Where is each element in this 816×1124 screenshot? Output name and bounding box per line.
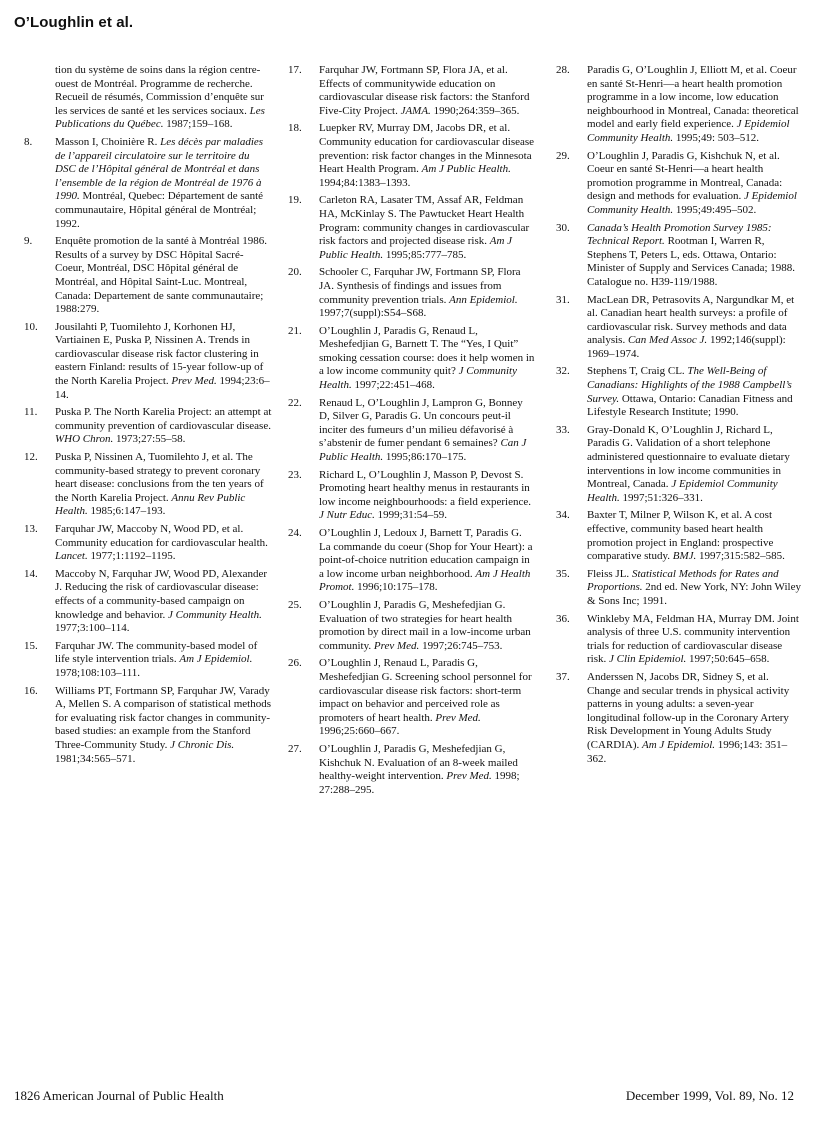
reference-item	[24, 136, 272, 231]
reference-number: 35.	[556, 567, 570, 580]
reference-source-title: Prev Med.	[373, 639, 420, 652]
reference-item	[288, 743, 536, 797]
reference-text: 1996;25:660–667.	[319, 725, 400, 738]
running-head: O’Loughlin et al.	[14, 14, 134, 31]
reference-text: Luepker RV, Murray DM, Jacobs DR, et al. Community education for cardiovascular disease prevention: risk factor changes in the Minnesota Heart Health Program.	[319, 122, 535, 176]
reference-source-title: Can Med Assoc J.	[627, 334, 708, 347]
reference-number: 10.	[24, 320, 38, 333]
reference-source-title: Am J Public Health.	[319, 235, 513, 261]
reference-item	[288, 657, 536, 739]
reference-text: O’Loughlin J, Paradis G, Kishchuk N, et al. Coeur en santé St-Henri—a heart health promotion programme in Montreal, Canada: design and methods for evaluation.	[587, 149, 783, 203]
reference-number: 16.	[24, 684, 38, 697]
reference-number: 20.	[288, 266, 302, 279]
reference-text: O’Loughlin J, Paradis G, Meshefedjian G. Evaluation of two strategies for heart health promotion by direct mail in a low-income urban community.	[319, 598, 531, 652]
reference-item	[556, 365, 804, 419]
reference-item	[24, 235, 272, 317]
reference-text: Carleton RA, Lasater TM, Assaf AR, Feldman HA, McKinlay S. The Pawtucket Heart Health Program: community changes in cardiovascular risk factors and projected disease risk.	[319, 194, 530, 248]
reference-item	[288, 325, 536, 393]
reference-text: Fleiss JL.	[587, 567, 632, 580]
journal-name: American Journal of Public Health	[42, 1088, 224, 1103]
reference-text: 1981;34:565–571.	[55, 752, 136, 765]
reference-text: 1997;50:645–658.	[686, 653, 770, 666]
reference-source-title: The Well-Being of Canadians: Highlights of the 1988 Campbell’s Survey.	[587, 365, 792, 405]
reference-text: 1998; 27:288–295.	[319, 770, 520, 796]
reference-number: 26.	[288, 657, 302, 670]
reference-text: Paradis G, O’Loughlin J, Elliott M, et al. Coeur en santé St-Henri—a heart health promotion programme in a low income, low education neighbourhood in Montreal, Canada: theoretical model and early field experience.	[587, 64, 799, 131]
reference-item	[288, 527, 536, 595]
reference-text: Jousilahti P, Tuomilehto J, Korhonen HJ, Vartiainen E, Puska P, Nissinen A. Trends in cardiovascular disease risk factor clustering in eastern Finland: results of 15-year follow-up of the North Karelia Project.	[55, 320, 264, 388]
reference-text: 1977;3:100–114.	[55, 622, 130, 635]
reference-item	[288, 397, 536, 465]
reference-number: 37.	[556, 670, 570, 683]
reference-item	[556, 64, 804, 146]
reference-text: Puska P. The North Karelia Project: an attempt at community prevention of cardiovascular disease.	[55, 406, 272, 432]
reference-number: 15.	[24, 639, 38, 652]
reference-number: 14.	[24, 567, 38, 580]
reference-item	[24, 451, 272, 519]
reference-source-title: Am J Public Health.	[421, 163, 511, 176]
reference-number: 18.	[288, 122, 302, 135]
reference-text: 1996;10:175–178.	[354, 581, 438, 594]
reference-text: 1997;22:451–468.	[351, 379, 435, 392]
reference-text: 1985;6:147–193.	[87, 505, 166, 518]
reference-number: 24.	[288, 527, 302, 539]
reference-text: Richard L, O’Loughlin J, Masson P, Devost S. Promoting heart healthy menus in restaurants in low income neighbourhoods: a field experience.	[319, 468, 531, 508]
reference-source-title: J Epidemiol Community Health.	[587, 478, 778, 504]
reference-text: 1997;51:326–331.	[619, 491, 703, 504]
reference-text: Farquhar JW. The community-based model of life style intervention trials.	[55, 639, 258, 666]
reference-item	[24, 64, 272, 132]
reference-source-title: Am J Epidemiol.	[179, 653, 253, 666]
reference-text: 1997;7(suppl):S54–S68.	[319, 307, 427, 320]
reference-text: 1995;86:170–175.	[383, 451, 467, 464]
reference-source-title: J Community Health.	[168, 608, 262, 621]
reference-source-title: J Community Health.	[319, 365, 517, 392]
reference-source-title: Am J Epidemiol.	[642, 738, 716, 751]
reference-source-title: Les décès par maladies de l’appareil circulatoire sur le territoire du DSC de l’Hôpital général de Montréal et dans l’ensemble de la région de Montréal de 1976 à 1990.	[55, 135, 264, 203]
reference-number: 22.	[288, 396, 302, 409]
reference-text: Schooler C, Farquhar JW, Fortmann SP, Flora JA. Synthesis of findings and issues from community prevention trials.	[319, 266, 521, 306]
reference-text: 2nd ed. New York, NY: John Wiley & Sons Inc; 1991.	[587, 581, 801, 607]
reference-text: 1997;26:745–753.	[419, 639, 503, 652]
reference-text: Gray-Donald K, O’Loughlin J, Richard L, Paradis G. Validation of a short telephone administered questionnaire to evaluate dietary interventions in low income communities in Montreal, Canada.	[587, 423, 790, 491]
page-number: 1826	[14, 1088, 40, 1103]
reference-source-title: Ann Epidemiol.	[449, 293, 518, 306]
reference-text: Farquhar JW, Fortmann SP, Flora JA, et al. Effects of communitywide education on cardiovascular disease risk factors: the Stanford Five-City Project.	[319, 64, 530, 117]
reference-text: Williams PT, Fortmann SP, Farquhar JW, Varady A, Mellen S. A comparison of statistical methods for evaluating risk factor changes in community-based studies: an example from the Stanford Three-Community Study.	[55, 684, 272, 751]
reference-number: 32.	[556, 365, 570, 378]
reference-number: 28.	[556, 64, 570, 76]
reference-number: 25.	[288, 598, 302, 611]
reference-text: Maccoby N, Farquhar JW, Wood PD, Alexander J. Reducing the risk of cardiovascular disease: effects of a community-based campaign on knowledge and behavior.	[55, 567, 268, 621]
reference-number: 33.	[556, 423, 570, 436]
reference-source-title: Statistical Methods for Rates and Proportions.	[587, 567, 779, 594]
reference-text: 1994;84:1383–1393.	[319, 176, 411, 189]
reference-source-title: J Nutr Educ.	[319, 509, 375, 522]
reference-number: 11.	[24, 406, 38, 419]
reference-item	[24, 406, 272, 447]
footer-journal	[14, 1088, 224, 1104]
reference-text: Puska P, Nissinen A, Tuomilehto J, et al. The community-based strategy to prevent coronary heart disease: conclusions from the ten years of the North Karelia Project.	[55, 451, 264, 504]
reference-item	[556, 294, 804, 362]
reference-number: 30.	[556, 221, 570, 234]
reference-source-title: WHO Chron.	[55, 433, 114, 446]
reference-number: 29.	[556, 149, 570, 162]
reference-number: 8.	[24, 135, 33, 148]
reference-text: Baxter T, Milner P, Wilson K, et al. A cost effective, community based heart health promotion project in England: prospective comparative study.	[587, 509, 774, 563]
reference-number: 36.	[556, 612, 570, 625]
reference-text: Renaud L, O’Loughlin J, Lampron G, Bonney D, Silver G, Paradis G. Un concours peut-il inciter des fumeurs d’un milieu défavorisé à s’abstenir de fumer pendant 6 semaines?	[319, 396, 523, 450]
reference-number: 19.	[288, 194, 302, 207]
reference-text: MacLean DR, Petrasovits A, Nargundkar M, et al. Canadian heart health surveys: a profile of cardiovascular risk. Survey methods and data analysis.	[587, 293, 795, 347]
reference-source-title: Les Publications du Québec.	[55, 104, 265, 131]
reference-number: 31.	[556, 293, 570, 306]
reference-item	[288, 266, 536, 320]
reference-text: Ottawa, Ontario: Canadian Fitness and Lifestyle Research Institute; 1990.	[587, 392, 793, 419]
reference-source-title: Prev Med.	[435, 711, 481, 724]
reference-text: 1999;31:54–59.	[374, 509, 448, 522]
reference-text: 1973;27:55–58.	[113, 433, 186, 446]
reference-source-title: J Clin Epidemiol.	[609, 653, 687, 666]
reference-item	[556, 568, 804, 609]
reference-text: tion du système de soins dans la région centre-ouest de Montréal. Programme de recherche. Recueil de résumés, Commission d’enquête sur les services de santé et les services sociaux.	[55, 64, 264, 117]
reference-item	[556, 222, 804, 290]
reference-item	[24, 568, 272, 636]
reference-item	[288, 122, 536, 190]
reference-text: 1996;143: 351–362.	[587, 738, 788, 765]
reference-item	[24, 523, 272, 564]
reference-text: 1978;108:103–111.	[55, 666, 141, 679]
reference-source-title: BMJ.	[672, 550, 697, 563]
reference-source-title: Can J Public Health.	[319, 437, 527, 464]
reference-text: Anderssen N, Jacobs DR, Sidney S, et al. Change and secular trends in physical activity patterns in young adults: a seven-year longitudinal follow-up in the Coronary Artery Risk Development in Young Adults Study (CARDIA).	[587, 670, 790, 751]
reference-number: 9.	[24, 235, 33, 248]
reference-source-title: Lancet.	[55, 550, 88, 563]
reference-source-title: Annu Rev Public Health.	[55, 491, 246, 518]
reference-item	[288, 599, 536, 653]
reference-text: Winkleby MA, Feldman HA, Murray DM. Joint analysis of three U.S. community intervention trials for reduction of cardiovascular disease risk.	[587, 612, 799, 666]
reference-item	[288, 64, 536, 118]
reference-text: 1977;1:1192–1195.	[87, 550, 176, 563]
reference-source-title: J Epidemiol Community Health.	[587, 190, 797, 216]
reference-number: 17.	[288, 64, 302, 76]
reference-text: 1997;315:582–585.	[696, 550, 785, 563]
reference-text: 1994;23:6–14.	[55, 375, 270, 401]
reference-source-title: Canada’s Health Promotion Survey 1985: Technical Report.	[587, 221, 772, 248]
reference-item	[556, 150, 804, 218]
reference-text: Enquête promotion de la santé à Montréal 1986. Results of a survey by DSC Hôpital Sacré-Coeur, Montréal, DSC Hôpital général de Montréal, and Hôpital Saint-Luc. Montreal, Canada: Departement de sante communautaire; 1988:279.	[55, 235, 267, 316]
reference-item	[556, 509, 804, 563]
reference-source-title: Prev Med.	[171, 375, 217, 388]
reference-number: 12.	[24, 451, 38, 464]
reference-number: 34.	[556, 509, 570, 522]
reference-text: Masson I, Choinière R.	[55, 135, 161, 148]
reference-text: 1990;264:359–365.	[430, 104, 520, 117]
reference-source-title: Prev Med.	[446, 770, 492, 783]
reference-item	[24, 321, 272, 403]
reference-item	[556, 613, 804, 667]
reference-text: 1995;49:495–502.	[673, 203, 757, 216]
reference-text: O’Loughlin J, Paradis G, Renaud L, Meshefedjian G, Barnett T. The “Yes, I Quit” smoking cessation course: does it help women in a low income community quit?	[319, 324, 535, 378]
reference-column-1	[24, 64, 272, 770]
reference-number: 13.	[24, 523, 38, 535]
reference-text: Montréal, Quebec: Département de santé communautaire, Hôpital général de Montréal; 1992.	[55, 190, 264, 230]
reference-text: Stephens T, Craig CL.	[587, 365, 688, 378]
reference-item	[556, 424, 804, 506]
reference-source-title: J Epidemiol Community Health.	[587, 118, 790, 144]
reference-text: O’Loughlin J, Renaud L, Paradis G, Meshefedjian G. Screening school personnel for cardiovascular disease risk factors: short-term impact on behavior and perceived role as promoters of heart health.	[319, 657, 532, 724]
reference-text: 1995;49: 503–512.	[673, 131, 760, 144]
reference-item	[556, 671, 804, 766]
reference-item	[288, 194, 536, 262]
reference-column-2	[288, 64, 536, 801]
reference-text: 1992;146(suppl): 1969–1974.	[587, 334, 786, 360]
reference-number: 23.	[288, 468, 302, 481]
reference-text: O’Loughlin J, Ledoux J, Barnett T, Paradis G. La commande du coeur (Shop for Your Heart): a point-of-choice nutrition education campaign in a low income urban neighborhood.	[319, 527, 533, 580]
reference-item	[288, 469, 536, 523]
reference-text: 1987;159–168.	[163, 118, 233, 131]
reference-item	[24, 685, 272, 767]
reference-text: 1995;85:777–785.	[383, 248, 467, 261]
reference-source-title: JAMA.	[400, 104, 431, 117]
reference-column-3	[556, 64, 804, 770]
reference-number: 27.	[288, 742, 302, 755]
reference-source-title: Am J Health Promot.	[319, 567, 531, 594]
reference-source-title: J Chronic Dis.	[170, 738, 235, 751]
reference-item	[24, 640, 272, 681]
footer-issue: December 1999, Vol. 89, No. 12	[625, 1088, 794, 1103]
reference-number: 21.	[288, 324, 302, 337]
reference-text: Rootman I, Warren R, Stephens T, Peters L, eds. Ottawa, Ontario: Minister of Supply and Services Canada; 1988. Catalogue no. H39-119/1988.	[587, 235, 796, 288]
reference-text: O’Loughlin J, Paradis G, Meshefedjian G, Kishchuk N. Evaluation of an 8-week mailed healthy-weight intervention.	[319, 742, 518, 783]
reference-text: Farquhar JW, Maccoby N, Wood PD, et al. Community education for cardiovascular health.	[55, 523, 268, 549]
